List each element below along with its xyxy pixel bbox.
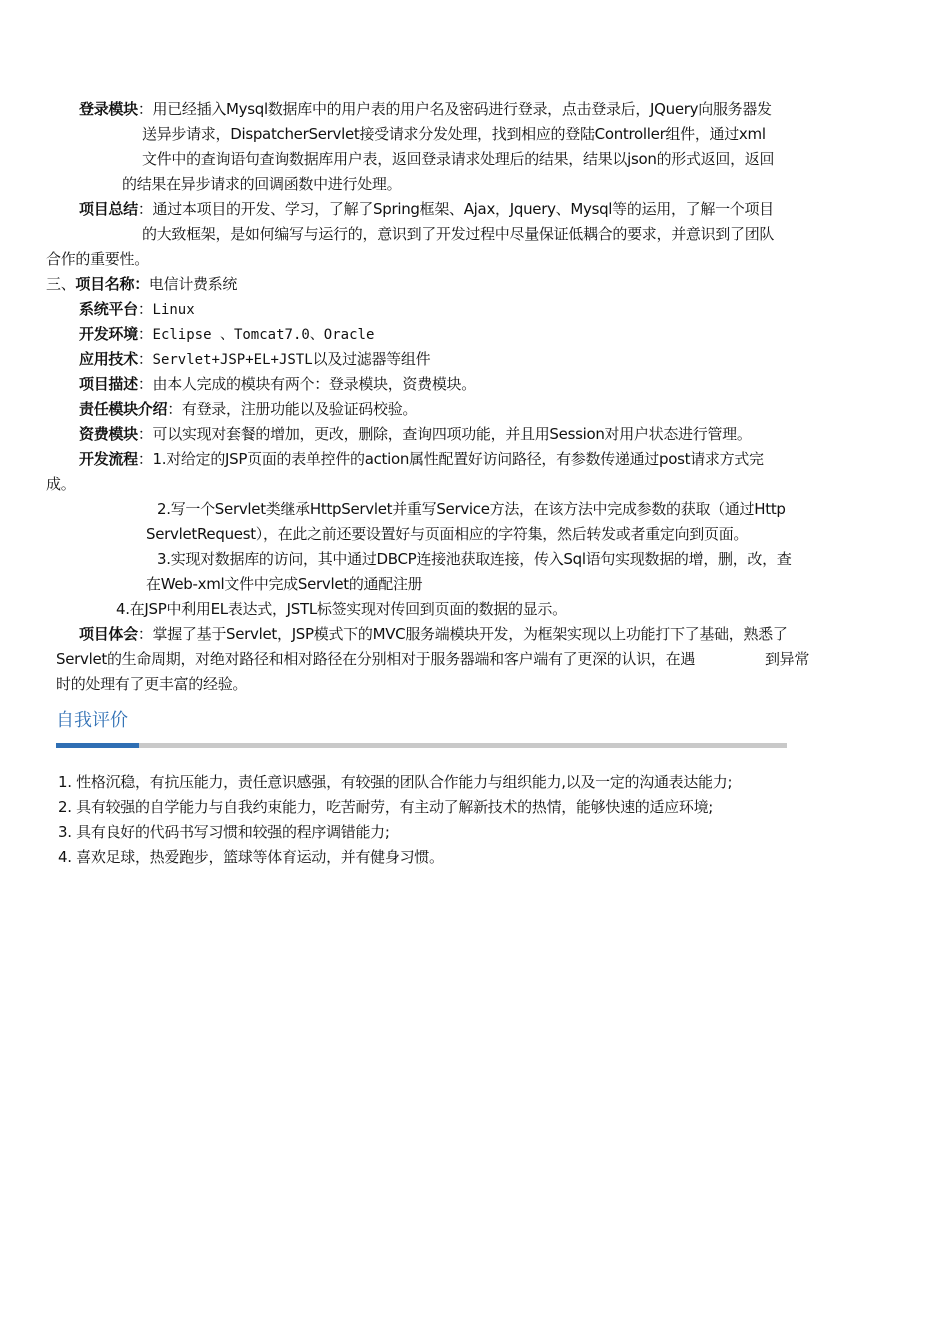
experience-line-1: 项目体会：掌握了基于Servlet，JSP模式下的MVC服务端模块开发，为框架实现以上功能打下了基础，熟悉了: [79, 625, 788, 643]
self-eval-item: 4. 喜欢足球，热爱跑步，篮球等体育运动，并有健身习惯。: [58, 848, 444, 866]
flow-line-4: 4.在JSP中利用EL表达式，JSTL标签实现对传回到页面的数据的显示。: [116, 600, 567, 618]
resp-line: 责任模块介绍：有登录，注册功能以及验证码校验。: [79, 400, 418, 418]
project-name-line: 三、项目名称：电信计费系统: [46, 275, 238, 293]
platform-value: Linux: [152, 302, 195, 318]
fee-label: 资费模块: [79, 425, 138, 443]
login-module-text-1: 用已经插入Mysql数据库中的用户表的用户名及密码进行登录，点击登录后，JQuery向服务器发: [152, 100, 772, 118]
summary-line-1: 项目总结：通过本项目的开发、学习，了解了Spring框架、Ajax，Jquery、Mysql等的运用，了解一个项目: [79, 200, 774, 218]
self-eval-item: 3. 具有良好的代码书写习惯和较强的程序调错能力;: [58, 823, 390, 841]
login-module-line-1: 登录模块：用已经插入Mysql数据库中的用户表的用户名及密码进行登录，点击登录后，JQuery向服务器发: [79, 100, 772, 118]
experience-label: 项目体会: [79, 625, 138, 643]
flow-line-2b: ServletRequest），在此之前还要设置好与页面相应的字符集，然后转发或者重定向到页面。: [146, 525, 749, 543]
desc-label: 项目描述: [79, 375, 138, 393]
flow-line-1: 开发流程：1.对给定的JSP页面的表单控件的action属性配置好访问路径，有参数传递通过post请求方式完: [79, 450, 764, 468]
project-name-label: 项目名称: [75, 275, 135, 293]
flow-line-1b: 成。: [46, 475, 76, 493]
desc-line: 项目描述：由本人完成的模块有两个：登录模块，资费模块。: [79, 375, 476, 393]
tech-label: 应用技术: [79, 350, 138, 368]
login-module-line-2: 送异步请求，DispatcherServlet接受请求分发处理，找到相应的登陆Controller组件，通过xml: [142, 125, 766, 143]
project-name: 电信计费系统: [148, 275, 238, 293]
login-module-label: 登录模块: [79, 100, 138, 118]
experience-line-2: Servlet的生命周期，对绝对路径和相对路径在分别相对于服务器端和客户端有了更深的认识，在遇 到异常: [56, 650, 810, 668]
env-line: 开发环境：Eclipse 、Tomcat7.0、Oracle: [79, 325, 375, 343]
experience-line-3: 时的处理有了更丰富的经验。: [56, 675, 248, 693]
login-module-line-3: 文件中的查询语句查询数据库用户表，返回登录请求处理后的结果，结果以json的形式返回，返回: [142, 150, 775, 168]
self-eval-item: 1. 性格沉稳，有抗压能力，责任意识感强，有较强的团队合作能力与组织能力,以及一定的沟通表达能力;: [58, 773, 733, 791]
section-divider-accent: [56, 743, 139, 748]
flow-line-2: 2.写一个Servlet类继承HttpServlet并重写Service方法，在该方法中完成参数的获取（通过Http: [157, 500, 786, 518]
flow-line-3: 3.实现对数据库的访问，其中通过DBCP连接池获取连接，传入Sql语句实现数据的增，删，改，查: [157, 550, 792, 568]
tech-value: Servlet+JSP+EL+JSTL: [152, 352, 313, 368]
summary-label: 项目总结: [79, 200, 138, 218]
platform-line: 系统平台：Linux: [79, 300, 195, 318]
self-eval-item: 2. 具有较强的自学能力与自我约束能力，吃苦耐劳，有主动了解新技术的热情，能够快速的适应环境;: [58, 798, 714, 816]
summary-line-2: 的大致框架，是如何编写与运行的，意识到了开发过程中尽量保证低耦合的要求，并意识到了团队: [142, 225, 775, 243]
tech-line: 应用技术：Servlet+JSP+EL+JSTL以及过滤器等组件: [79, 350, 431, 368]
resp-label: 责任模块介绍: [79, 400, 168, 418]
flow-label: 开发流程: [79, 450, 138, 468]
env-value: Eclipse 、Tomcat7.0、Oracle: [152, 327, 375, 343]
section-divider: [56, 743, 787, 748]
fee-line: 资费模块：可以实现对套餐的增加，更改，删除，查询四项功能，并且用Session对用户状态进行管理。: [79, 425, 752, 443]
summary-line-3: 合作的重要性。: [46, 250, 149, 268]
platform-label: 系统平台: [79, 300, 138, 318]
flow-line-3b: 在Web-xml文件中完成Servlet的通配注册: [146, 575, 423, 593]
env-label: 开发环境: [79, 325, 138, 343]
section-title-self-eval: 自我评价: [56, 710, 128, 731]
login-module-line-4: 的结果在异步请求的回调函数中进行处理。: [122, 175, 402, 193]
